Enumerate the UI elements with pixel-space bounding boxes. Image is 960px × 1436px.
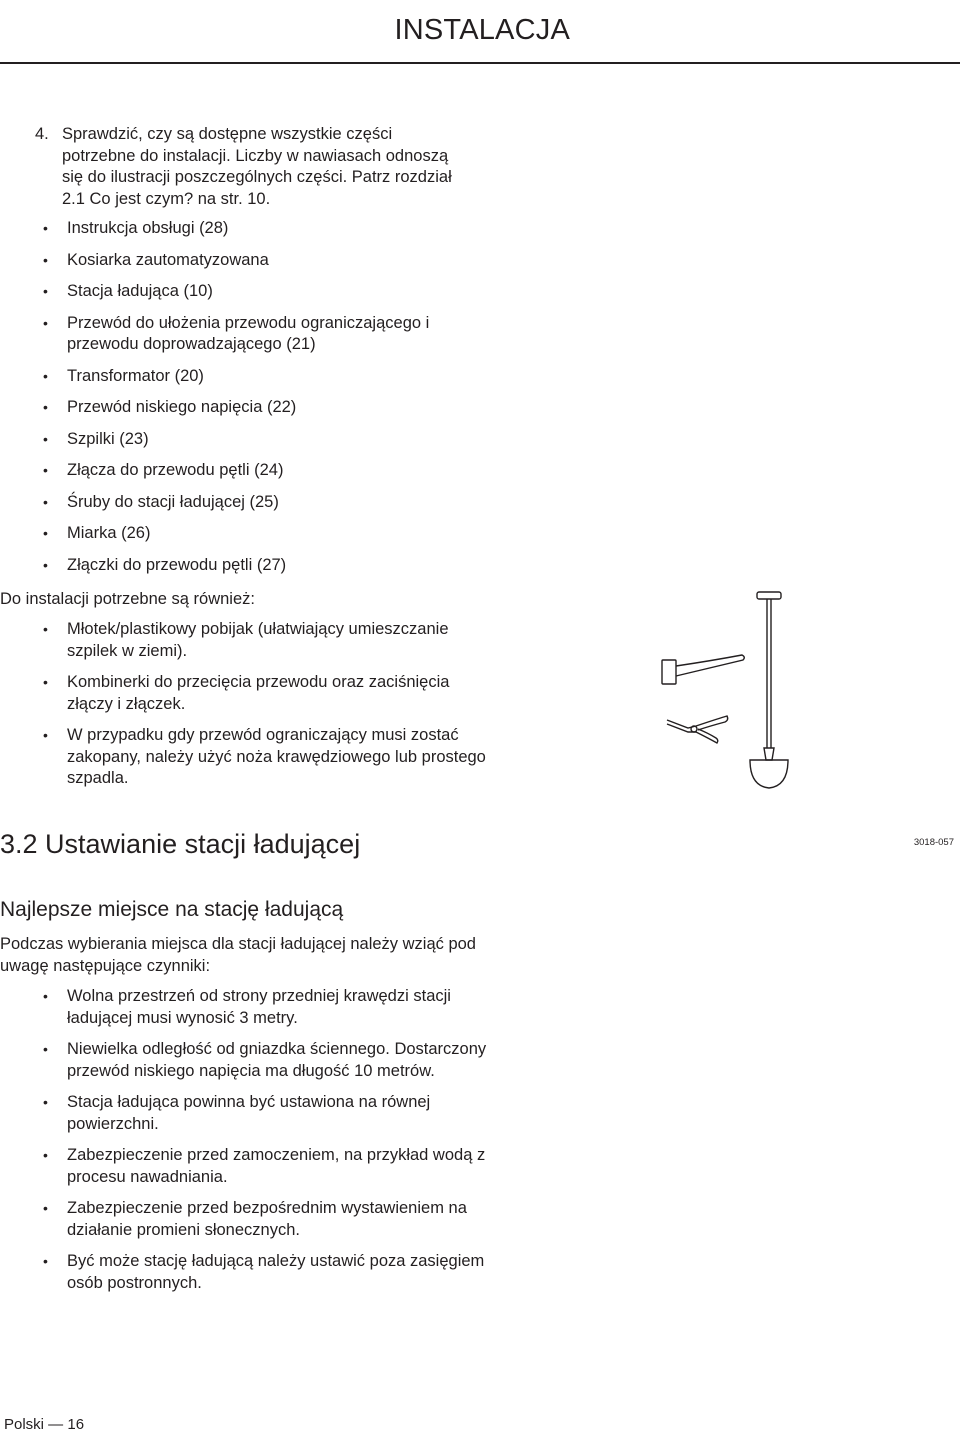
bullet-icon: •	[43, 430, 48, 447]
list-item: • Wolna przestrzeń od strony przedniej krawędzi stacji ładującej musi wynosić 3 metry.	[43, 987, 451, 1027]
bullet-icon: •	[43, 1253, 48, 1269]
figure-code: 3018-057	[913, 837, 954, 848]
bullet-icon: •	[43, 1041, 48, 1057]
bullet-icon: •	[43, 1200, 48, 1216]
bullet-icon: •	[43, 1094, 48, 1110]
pliers-icon	[667, 716, 728, 743]
bullet-icon: •	[43, 220, 48, 236]
bullet-icon: •	[43, 525, 48, 541]
step-4	[35, 124, 455, 210]
spade-icon	[750, 592, 788, 788]
bullet-icon: •	[43, 493, 48, 510]
list-item: • Śruby do stacji ładującej (25)	[0, 492, 480, 514]
list-item: • Młotek/plastikowy pobijak (ułatwiający umieszczanie szpilek w ziemi).	[43, 620, 449, 660]
page-footer: Polski — 16	[4, 1416, 85, 1433]
list-item: • Szpilki (23)	[0, 429, 480, 451]
list-item: • Zabezpieczenie przed bezpośrednim wystawieniem na działanie promieni słonecznych.	[43, 1199, 467, 1239]
bullet-icon: •	[43, 988, 48, 1004]
list-item: • Być może stację ładującą należy ustawić poza zasięgiem osób postronnych.	[43, 1252, 485, 1292]
hammer-icon	[662, 655, 744, 684]
section-heading: 3.2 Ustawianie stacji ładującej	[0, 829, 361, 859]
bullet-icon: •	[43, 621, 48, 637]
bullet-icon: •	[43, 367, 48, 384]
list-item: • Stacja ładująca powinna być ustawiona na równej powierzchni.	[43, 1093, 431, 1133]
list-item: • Zabezpieczenie przed zamoczeniem, na przykład wodą z procesu nawadniania.	[43, 1146, 486, 1186]
bullet-icon: •	[43, 251, 48, 268]
list-item: • Niewielka odległość od gniazdka ściennego. Dostarczony przewód niskiego napięcia ma długość 10 metrów.	[43, 1040, 487, 1080]
list-item: • Przewód do ułożenia przewodu ograniczającego i przewodu doprowadzającego (21)	[43, 313, 430, 353]
list-item: • Transformator (20)	[0, 366, 480, 388]
tools-illustration	[650, 588, 810, 793]
bullet-icon: •	[43, 283, 48, 299]
list-item: • Kombinerki do przecięcia przewodu oraz zaciśnięcia złączy i złączek.	[43, 673, 450, 713]
tools-list	[0, 619, 486, 800]
list-item: • Złączki do przewodu pętli (27)	[0, 555, 480, 577]
list-item: • Miarka (26)	[0, 523, 480, 545]
list-item: • Kosiarka zautomatyzowana	[0, 250, 480, 272]
bullet-icon: •	[43, 314, 48, 331]
page-header-title: INSTALACJA	[394, 14, 570, 46]
list-item: • Instrukcja obsługi (28)	[0, 218, 480, 240]
bullet-icon: •	[43, 727, 48, 743]
bullet-icon: •	[43, 674, 48, 690]
placement-list	[0, 986, 487, 1304]
parts-list	[0, 218, 480, 586]
subsection-heading: Najlepsze miejsce na stację ładującą	[0, 898, 344, 921]
subsection-intro: Podczas wybierania miejsca dla stacji ładującej należy wziąć pod uwagę następujące czynniki:	[0, 935, 476, 975]
list-item: • W przypadku gdy przewód ograniczający musi zostać zakopany, należy użyć noża krawędziowego lub prostego szpadla.	[43, 726, 486, 787]
bullet-icon: •	[43, 1147, 48, 1163]
step-text: Sprawdzić, czy są dostępne wszystkie części potrzebne do instalacji. Liczby w nawiasach odnoszą się do ilustracji poszczególnych części. Patrz rozdział 2.1 Co jest czym? na str. 10.	[62, 125, 452, 208]
list-item: • Złącza do przewodu pętli (24)	[0, 460, 480, 482]
bullet-icon: •	[43, 556, 48, 573]
header-rule	[0, 62, 960, 64]
list-item: • Przewód niskiego napięcia (22)	[0, 397, 480, 419]
step-number: 4.	[35, 125, 49, 143]
bullet-icon: •	[43, 462, 48, 478]
list-item: • Stacja ładująca (10)	[0, 281, 480, 303]
bullet-icon: •	[43, 399, 48, 415]
also-needed-text: Do instalacji potrzebne są również:	[0, 590, 255, 608]
